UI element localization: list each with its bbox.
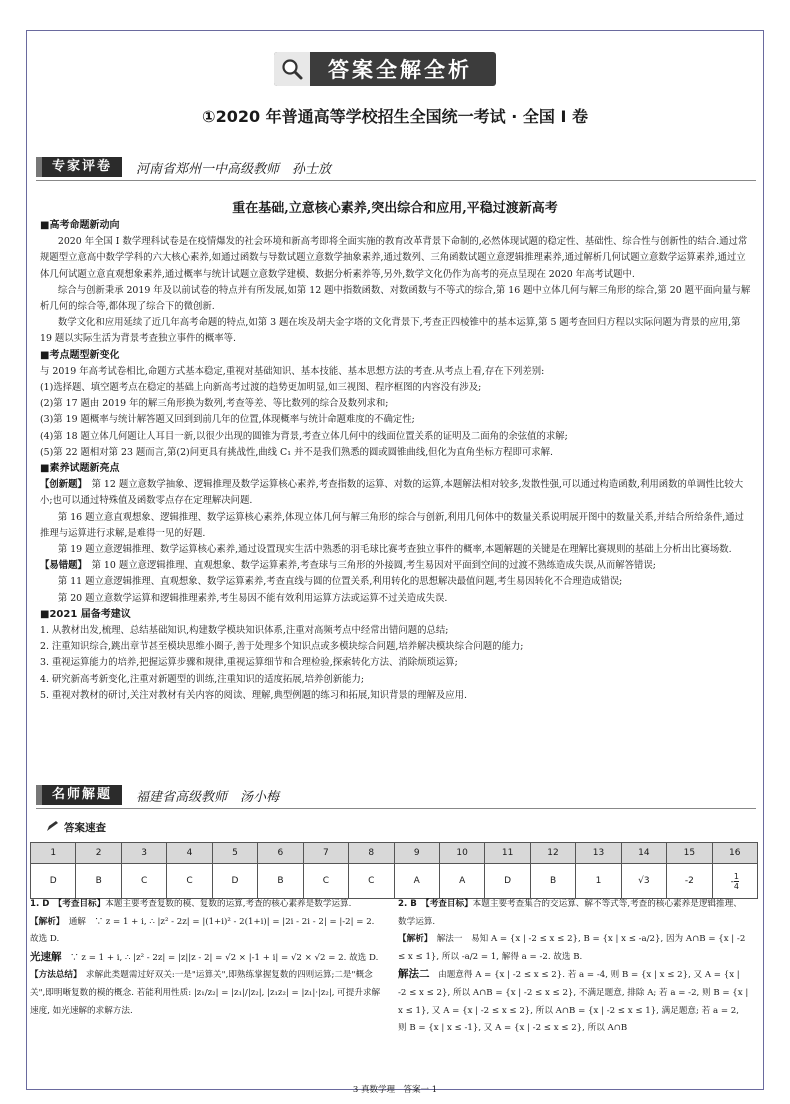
paragraph — [40, 558, 752, 574]
q1-method-1: 通解 ∵ z = 1 + i, ∴ |z² - 2z| = |(1+i)² - 2(1+i)| = |2i - 2i - 2| = |-2| = 2. 故选 D. — [30, 916, 375, 945]
answer-number-cell: 4 — [167, 843, 212, 864]
paragraph — [40, 477, 752, 509]
answer-number-cell: 7 — [303, 843, 348, 864]
teacher-author: 福建省高级教师 汤小梅 — [136, 789, 280, 805]
list-item: 1. 从教材出发,梳理、总结基础知识,构建数学模块知识体系,注重对高频考点中经常出错问题的总结; — [40, 625, 449, 637]
q1-goal-label: 【考查目标】 — [57, 899, 106, 909]
fraction-denominator: 4 — [733, 881, 739, 891]
paragraph: 综合与创新秉承 2019 年及以前试卷的特点并有所发展,如第 12 题中指数函数、对数函数与不等式的综合,第 16 题中立体几何与解三角形的综合,第 20 题平面向量与解析几何的综合等,都体现了综合下的微创新. — [40, 284, 751, 313]
paragraph: 2020 年全国 Ⅰ 数学理科试卷是在疫情爆发的社会环境和新高考即将全面实施的教育改革背景下命制的,必然体现试题的稳定性、基础性、综合性与创新性的结合.通过常规题型立意高中数学学科的六大核心素养,如通过函数与导数试题立意数学抽象素养,通过数列、三角函数试题立意逻辑推理素养,通过解析几何试题立意数学运算素养,通过立体几何试题立意直观想象素养,通过概率与统计试题立意数学建模、数据分析素养等,另外,数学文化仍作为高考的亮点呈现在 2020 年高考试题中. — [40, 236, 748, 280]
paragraph: 第 19 题立意逻辑推理、数学运算核心素养,通过设置现实生活中熟悉的羽毛球比赛考查独立事件的概率,本题解题的关键是在理解比赛规则的基础上分析出比赛场数. — [57, 544, 732, 556]
paragraph: 数学文化和应用延续了近几年高考命题的特点,如第 3 题在埃及胡夫金字塔的文化背景下,考查正四棱锥中的基本运算,第 5 题考查回归方程以实际问题为背景的应用,第 19 题以实际生活为背景考查独立事件的概率等. — [40, 317, 741, 345]
answer-value-cell: B — [530, 864, 575, 899]
expert-tag: 专家评卷 — [36, 157, 122, 177]
text: 第 12 题立意数学抽象、逻辑推理及数学运算核心素养,考查指数的运算、对数的运算,本题解法相对较多,发散性强,可以通过构造函数,利用函数的单调性比较大小;也可以通过特殊值及函数零点存在定理解决问题. — [40, 479, 744, 507]
q1-goal: 本题主要考查复数的模、复数的运算,考查的核心素养是数学运算. — [105, 899, 352, 909]
exam-title: ①2020 年普通高等学校招生全国统一考试 · 全国 Ⅰ 卷 — [202, 107, 588, 126]
answer-number-cell: 16 — [712, 843, 757, 864]
answer-value-cell: D — [31, 864, 76, 899]
answer-number-cell: 12 — [530, 843, 575, 864]
paragraph: 与 2019 年高考试卷相比,命题方式基本稳定,重视对基础知识、基本技能、基本思想方法的考查.从考点上看,存在下列差别: — [40, 365, 545, 377]
q2-method-2-label: 解法二 — [398, 968, 430, 981]
section-title: ■考点题型新变化 — [40, 349, 120, 361]
answer-number-cell: 8 — [349, 843, 394, 864]
paragraph: 第 16 题立意直观想象、逻辑推理、数学运算核心素养,体现立体几何与解三角形的综合与创新,利用几何体中的数量关系说明展开图中的数量关系,并结合所给条件,通过推理与运算进行求解,是难得一见的好题. — [40, 511, 744, 539]
divider — [36, 808, 756, 809]
q2-number: 2. B — [398, 899, 417, 909]
list-item: 4. 研究新高考新变化,注重对新题型的训练,注重知识的适度拓展,培养创新能力; — [40, 673, 365, 685]
section-title: ■素养试题新亮点 — [40, 463, 120, 475]
answer-number-cell: 5 — [212, 843, 257, 864]
answer-number-row — [31, 843, 758, 864]
answer-value-cell: A — [394, 864, 439, 899]
section-title: ■2021 届备考建议 — [40, 608, 131, 620]
answer-number-cell: 13 — [576, 843, 621, 864]
q1-parse-label: 【解析】 — [30, 916, 61, 927]
answer-number-cell: 3 — [121, 843, 166, 864]
q1-fast-label: 光速解 — [30, 950, 62, 963]
answer-value-row — [31, 864, 758, 899]
answer-value-cell: C — [349, 864, 394, 899]
answers-heading — [46, 820, 106, 835]
fraction-numerator: 1 — [733, 871, 739, 881]
list-item: 3. 重视运算能力的培养,把握运算步骤和规律,重视运算细节和合理检验,探索转化方法、消除烦琐运算; — [40, 657, 458, 669]
answer-number-cell: 15 — [667, 843, 712, 864]
answer-value-cell: A — [439, 864, 484, 899]
pencil-icon — [46, 820, 60, 835]
answer-number-cell: 6 — [258, 843, 303, 864]
q1-number: 1. D — [30, 899, 50, 909]
answer-sign: - — [730, 876, 734, 887]
answers-heading-text: 答案速查 — [64, 822, 106, 834]
q2-method-1: 解法一 易知 A = {x | -2 ≤ x ≤ 2}, B = {x | x ≤ -a/2}, 因为 A∩B = {x | -2 ≤ x ≤ 1}, 所以 -a/2 = 1, 解得 a = -2. 故选 B. — [398, 934, 746, 962]
list-item: 2. 注重知识综合,跳出章节甚至模块思维小圈子,善于处理多个知识点或多模块综合问题,培养解决模块综合问题的能力; — [40, 641, 524, 653]
q2-method-2: 由题意得 A = {x | -2 ≤ x ≤ 2}. 若 a = -4, 则 B = {x | x ≤ 2}, 又 A = {x | -2 ≤ x ≤ 2}, 所以 A∩B = {x | -2 ≤ x ≤ 2}, 不满足题意, 排除 A; 若 a = -2, 则 B = {x | x ≤ 1}, 又 A = {x | -2 ≤ x ≤ 2}, 所以 A∩B = {x | -2 ≤ x ≤ 1}, 满足题意; 若 a = 2, 则 B = {x | x ≤ -1}, 又 A = {x | -2 ≤ x ≤ 2}, 所以 A∩B — [398, 970, 749, 1034]
answer-number-cell: 9 — [394, 843, 439, 864]
answer-value-cell: √3 — [621, 864, 666, 899]
label-error-prone: 【易错题】 — [40, 560, 83, 572]
expert-section-header — [36, 158, 331, 176]
expert-author: 河南省郑州一中高级教师 孙士放 — [136, 161, 332, 177]
list-item: 5. 重视对教材的研讨,关注对教材有关内容的阅读、理解,典型例题的练习和拓展,知识背景的理解及应用. — [40, 689, 467, 701]
list-item: (5)第 22 题相对第 23 题而言,第(2)问更具有挑战性,曲线 C₁ 并不是我们熟悉的圆或圆锥曲线,但化为直角坐标方程即可求解. — [40, 446, 554, 458]
teacher-section-header — [36, 786, 279, 804]
list-item: (3)第 19 题概率与统计解答题又回到到前几年的位置,体现概率与统计命题难度的不确定性; — [40, 414, 415, 426]
answer-value-cell: D — [212, 864, 257, 899]
answer-value-cell: -2 — [667, 864, 712, 899]
text: 第 10 题立意逻辑推理、直观想象、数学运算素养,考查球与三角形的外接圆,考生易因对平面到空间的过渡不熟练造成失误,从而解答错误; — [91, 560, 656, 572]
answer-number-cell: 1 — [31, 843, 76, 864]
teacher-tag: 名师解题 — [36, 785, 122, 805]
q2-goal-label: 【考查目标】 — [425, 899, 473, 909]
answer-value-cell: B — [76, 864, 121, 899]
answer-fraction — [734, 872, 739, 891]
solution-1 — [30, 896, 382, 1020]
answer-value-cell: C — [121, 864, 166, 899]
q1-summary-label: 【方法总结】 — [30, 970, 78, 981]
expert-body — [40, 218, 752, 704]
answer-number-cell: 11 — [485, 843, 530, 864]
page-footer: 3 真数学理 答案一 1 — [352, 1085, 438, 1095]
list-item: (1)选择题、填空题考点在稳定的基础上向新高考过渡的趋势更加明显,如三视图、程序框图的内容没有涉及; — [40, 382, 482, 394]
answer-value-cell: C — [303, 864, 348, 899]
answer-value-cell: 1 — [576, 864, 621, 899]
expert-heading: 重在基础,立意核心素养,突出综合和应用,平稳过渡新高考 — [232, 201, 558, 216]
answer-value-cell — [712, 864, 757, 899]
answer-value-cell: B — [258, 864, 303, 899]
divider — [36, 180, 756, 181]
section-title: ■高考命题新动向 — [40, 220, 120, 231]
answer-value-cell: C — [167, 864, 212, 899]
list-item: (2)第 17 题由 2019 年的解三角形换为数列,考查等差、等比数列的综合及数列求和; — [40, 398, 389, 410]
label-innovation: 【创新题】 — [40, 479, 83, 491]
q2-goal: 本题主要考查集合的交运算、解不等式等,考查的核心素养是逻辑推理、数学运算. — [398, 899, 742, 927]
q1-fast: ∵ z = 1 + i, ∴ |z² - 2z| = |z||z - 2| = √2 × |-1 + i| = √2 × √2 = 2. 故选 D. — [70, 952, 379, 963]
solution-2 — [398, 896, 750, 1038]
answer-number-cell: 2 — [76, 843, 121, 864]
banner-title: 答案全解全析 — [328, 58, 472, 82]
answer-number-cell: 10 — [439, 843, 484, 864]
q2-parse-label: 【解析】 — [398, 934, 429, 945]
list-item: (4)第 18 题立体几何题让人耳目一新,以很少出现的圆锥为背景,考查立体几何中的线面位置关系的证明及二面角的余弦值的求解; — [40, 430, 568, 442]
paragraph: 第 11 题立意逻辑推理、直观想象、数学运算素养,考查直线与圆的位置关系,利用转化的思想解决最值问题,考生易因转化不合理造成错误; — [57, 576, 623, 588]
answer-banner — [274, 52, 496, 86]
answer-value-cell: D — [485, 864, 530, 899]
answer-table — [30, 842, 758, 899]
q1-summary: 求解此类题需过好双关:一是"运算关",即熟练掌握复数的四则运算;二是"概念关",即明晰复数的模的概念. 若能利用性质: |z₁/z₂| = |z₁|/|z₂|, |z₁z₂| = |z₁|·|z₂|, 可提升求解速度, 如光速解的求解方法. — [30, 970, 381, 1016]
magnifier-icon — [274, 52, 312, 86]
paragraph: 第 20 题立意数学运算和逻辑推理素养,考生易因不能有效利用运算方法或运算不过关造成失误. — [57, 592, 448, 604]
answer-number-cell: 14 — [621, 843, 666, 864]
